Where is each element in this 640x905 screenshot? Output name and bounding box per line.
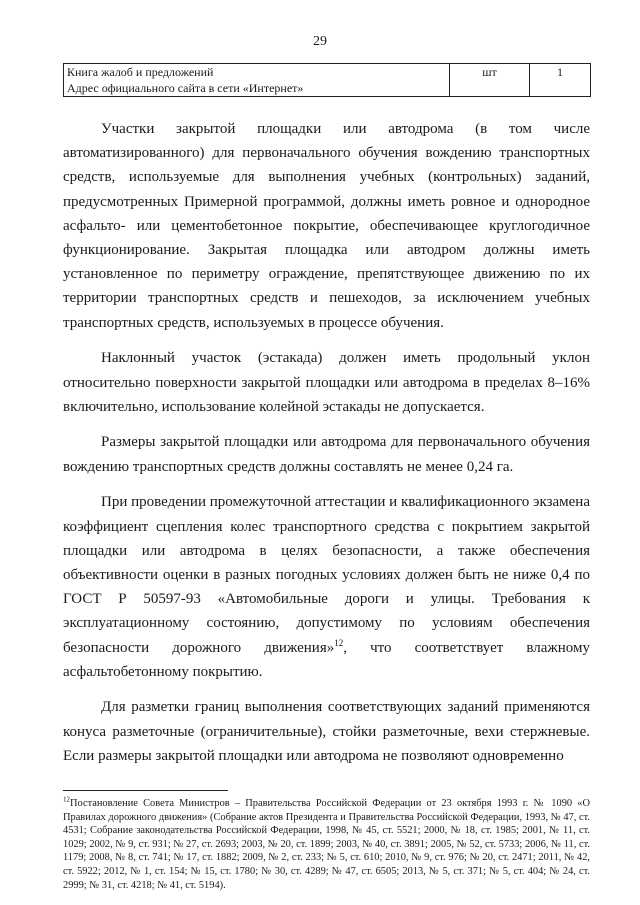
body-text xyxy=(63,117,590,768)
equipment-table xyxy=(63,63,591,97)
unit-cell: шт xyxy=(450,64,530,97)
friction-text-start: При проведении промежуточной аттестации и квалификационного экзамена коэффициент сцепления колес транспортного средства с покрытием закрытой площадки или автодрома в целях безопасности, а также обеспечения объективности оценки в разных погодных условиях должен быть не ниже 0,4 по ГОСТ Р 50597-93 «Автомобильные дороги и улицы. Требования к эксплуатационному состоянию, допустимому по условиям обеспечения безопасности дорожного движения» xyxy=(63,494,590,656)
page-number: 29 xyxy=(313,34,327,49)
paragraph-ramp: Наклонный участок (эстакада) должен иметь продольный уклон относительно поверхности закрытой площадки или автодрома в пределах 8–16% включительно, использование колейной эстакады не допускается. xyxy=(63,350,590,415)
paragraph-marking: Для разметки границ выполнения соответствующих заданий применяются конуса разметочные (ограничительные), стойки разметочные, вехи стержневые. Если размеры закрытой площадки или автодрома не позволяют одновременно xyxy=(63,699,590,764)
paragraph-site-size: Размеры закрытой площадки или автодрома для первоначального обучения вождению транспортных средств должны составлять не менее 0,24 га. xyxy=(63,434,590,475)
item-line-complaints-book: Книга жалоб и предложений xyxy=(67,65,214,79)
friction-text-end: , что соответствует влажному асфальтобетонному покрытию. xyxy=(63,639,590,680)
footnote-text: Постановление Совета Министров – Правительства Российской Федерации от 23 октября 1993 г. № 1090 «О Правилах дорожного движения» (Собрание актов Президента и Правительства Российской Федерации, 1993, № 47, ст. 4531; Собрание законодательства Российской Федерации, 1998, № 45, ст. 5521; 2000, № 18, ст. 1985; 2001, № 11, ст. 1029; 2002, № 9, ст. 931; № 27, ст. 2693; 2003, № 20, ст. 1899; 2003, № 40, ст. 3891; 2005, № 52, ст. 5733; 2006, № 11, ст. 1179; 2008, № 8, ст. 741; № 17, ст. 1882; 2009, № 2, ст. 233; № 5, ст. 610; 2010, № 9, ст. 976; № 20, ст. 2471; 2011, № 42, ст. 5922; 2012, № 1, ст. 154; № 15, ст. 1780; № 30, ст. 4289; № 47, ст. 6505; 2013, № 5, ст. 371; № 5, ст. 404; № 24, ст. 2999; № 31, ст. 4218; № 41, ст. 5194). xyxy=(63,798,590,891)
footnote-reference: 12 xyxy=(334,637,344,648)
paragraph-site-requirements: Участки закрытой площадки или автодрома (в том числе автоматизированного) для первоначального обучения вождению транспортных средств, используемые для выполнения учебных (контрольных) заданий, предусмотренных Примерной программой, должны иметь ровное и однородное асфальто- или цементобетонное покрытие, обеспечивающее круглогодичное функционирование. Закрытая площадка или автодром должны иметь установленное по периметру ограждение, препятствующее движению по их территории транспортных средств и пешеходов, за исключением учебных транспортных средств, используемых в процессе обучения. xyxy=(63,121,590,331)
footnote xyxy=(63,797,590,892)
footnote-mark: 12 xyxy=(63,795,70,804)
quantity-cell: 1 xyxy=(530,64,591,97)
item-line-website: Адрес официального сайта в сети «Интернет» xyxy=(67,81,304,95)
table-row xyxy=(64,64,591,97)
item-name-cell xyxy=(64,64,450,97)
paragraph-friction xyxy=(63,490,590,684)
footnote-divider xyxy=(63,790,228,791)
